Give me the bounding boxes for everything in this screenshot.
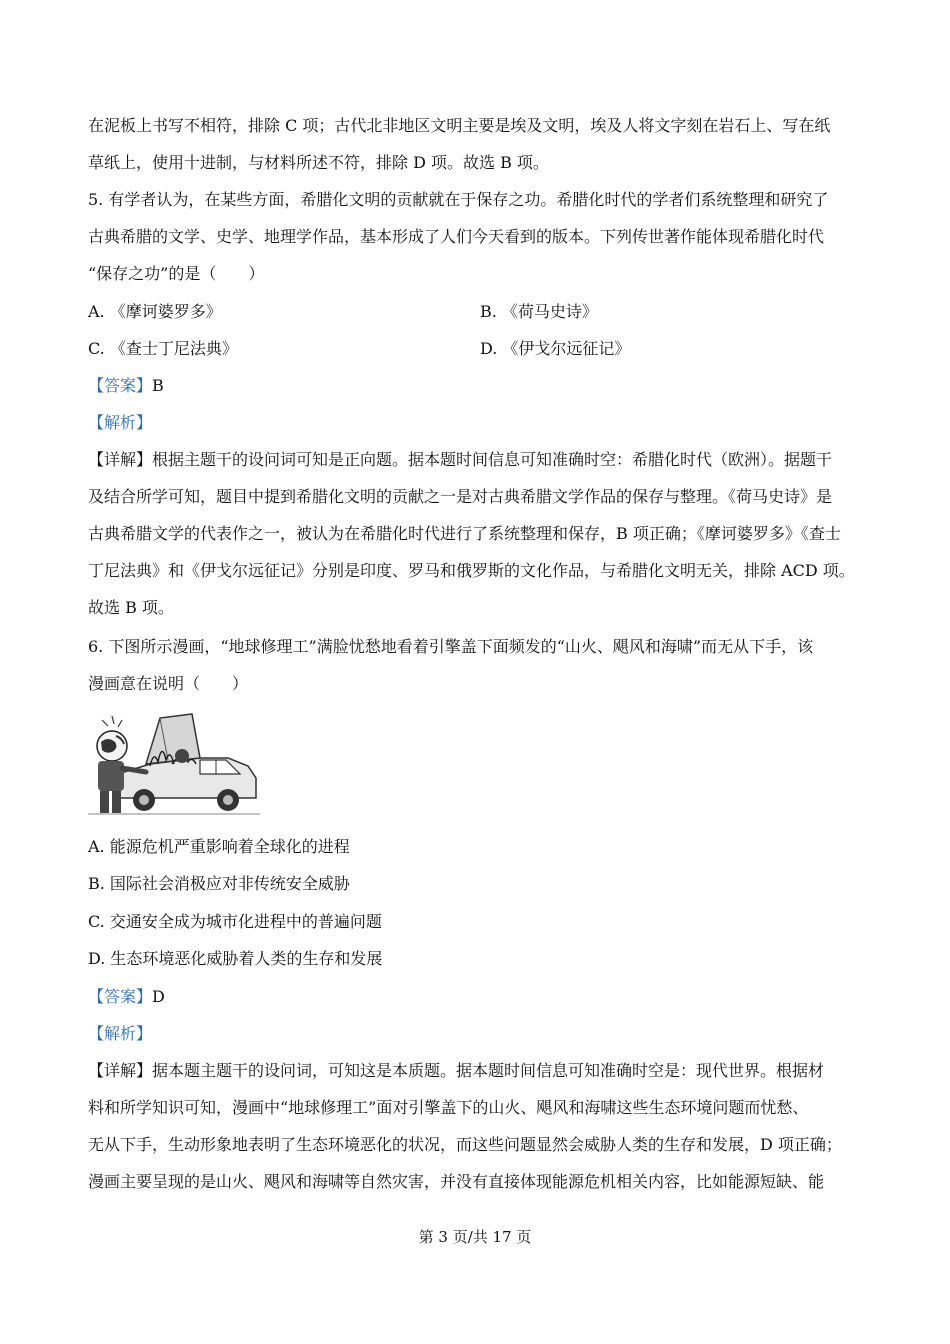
q5-detail-line-5: 故选 B 项。 bbox=[88, 598, 174, 617]
q5-detail-line-3: 古典希腊文学的代表作之一，被认为在希腊化时代进行了系统整理和保存，B 项正确；《摩诃婆罗多》《查士 bbox=[88, 524, 841, 543]
q5-detail-line-1 bbox=[88, 450, 878, 470]
prev-explanation-line-2: 草纸上，使用十进制，与材料所述不符，排除 D 项。故选 B 项。 bbox=[88, 153, 549, 172]
q5-option-d: D. 《伊戈尔远征记》 bbox=[480, 339, 631, 358]
answer-value: D bbox=[152, 987, 165, 1006]
q5-stem-line-1: 5. 有学者认为，在某些方面，希腊化文明的贡献就在于保存之功。希腊化时代的学者们系统整理和研究了 bbox=[88, 190, 829, 209]
q6-detail-line-3: 无从下手，生动形象地表明了生态环境恶化的状况，而这些问题显然会威胁人类的生存和发展，D 项正确； bbox=[88, 1135, 842, 1154]
analysis-tag: 【解析】 bbox=[88, 413, 153, 432]
q5-stem-line-3: “保存之功”的是（ ） bbox=[88, 264, 265, 283]
q6-option-d: D. 生态环境恶化威胁着人类的生存和发展 bbox=[88, 949, 383, 968]
detail-text: 根据主题干的设问词可知是正向题。据本题时间信息可知准确时空：希腊化时代（欧洲）。据题干 bbox=[152, 450, 833, 469]
q6-stem-line-1: 6. 下图所示漫画，“地球修理工”满脸忧愁地看着引擎盖下面频发的“山火、飓风和海啸”而无从下手，该 bbox=[88, 637, 814, 656]
q6-option-b: B. 国际社会消极应对非传统安全威胁 bbox=[88, 874, 350, 893]
q6-option-a: A. 能源危机严重影响着全球化的进程 bbox=[88, 837, 350, 856]
q6-detail-line-2: 料和所学知识可知，漫画中“地球修理工”面对引擎盖下的山火、飓风和海啸这些生态环境问题而忧愁、 bbox=[88, 1098, 809, 1117]
analysis-tag: 【解析】 bbox=[88, 1024, 153, 1043]
q5-option-c: C. 《查士丁尼法典》 bbox=[88, 339, 238, 358]
answer-tag: 【答案】 bbox=[88, 376, 153, 395]
q5-option-a: A. 《摩诃婆罗多》 bbox=[88, 302, 222, 321]
q5-detail-line-4: 丁尼法典》和《伊戈尔远征记》分别是印度、罗马和俄罗斯的文化作品，与希腊化文明无关，排除 ACD 项。 bbox=[88, 561, 855, 580]
q6-option-c: C. 交通安全成为城市化进程中的普遍问题 bbox=[88, 912, 382, 931]
prev-explanation-line-1: 在泥板上书写不相符，排除 C 项；古代北非地区文明主要是埃及文明，埃及人将文字刻在岩石上、写在纸 bbox=[88, 116, 831, 135]
q6-analysis-heading bbox=[88, 1024, 878, 1044]
page-number-footer: 第 3 页/共 17 页 bbox=[418, 1228, 532, 1246]
detail-tag: 【详解】 bbox=[88, 450, 153, 469]
answer-tag: 【答案】 bbox=[88, 987, 153, 1006]
q6-answer bbox=[88, 987, 878, 1007]
q5-detail-line-2: 及结合所学可知，题目中提到希腊化文明的贡献之一是对古典希腊文学作品的保存与整理。《荷马史诗》是 bbox=[88, 487, 833, 506]
q5-answer bbox=[88, 376, 878, 396]
cartoon-earth-repairman-image bbox=[88, 712, 260, 817]
q6-detail-line-1 bbox=[88, 1061, 878, 1081]
q5-option-b: B. 《荷马史诗》 bbox=[480, 302, 598, 321]
q5-stem-line-2: 古典希腊的文学、史学、地理学作品，基本形成了人们今天看到的版本。下列传世著作能体现希腊化时代 bbox=[88, 227, 825, 246]
answer-value: B bbox=[152, 376, 164, 395]
detail-tag: 【详解】 bbox=[88, 1061, 153, 1080]
q6-stem-line-2: 漫画意在说明（ ） bbox=[88, 674, 249, 693]
detail-text: 据本题主题干的设问词，可知这是本质题。据本题时间信息可知准确时空是：现代世界。根据材 bbox=[152, 1061, 825, 1080]
q5-analysis-heading bbox=[88, 413, 878, 433]
q6-detail-line-4: 漫画主要呈现的是山火、飓风和海啸等自然灾害，并没有直接体现能源危机相关内容，比如能源短缺、能 bbox=[88, 1172, 825, 1191]
